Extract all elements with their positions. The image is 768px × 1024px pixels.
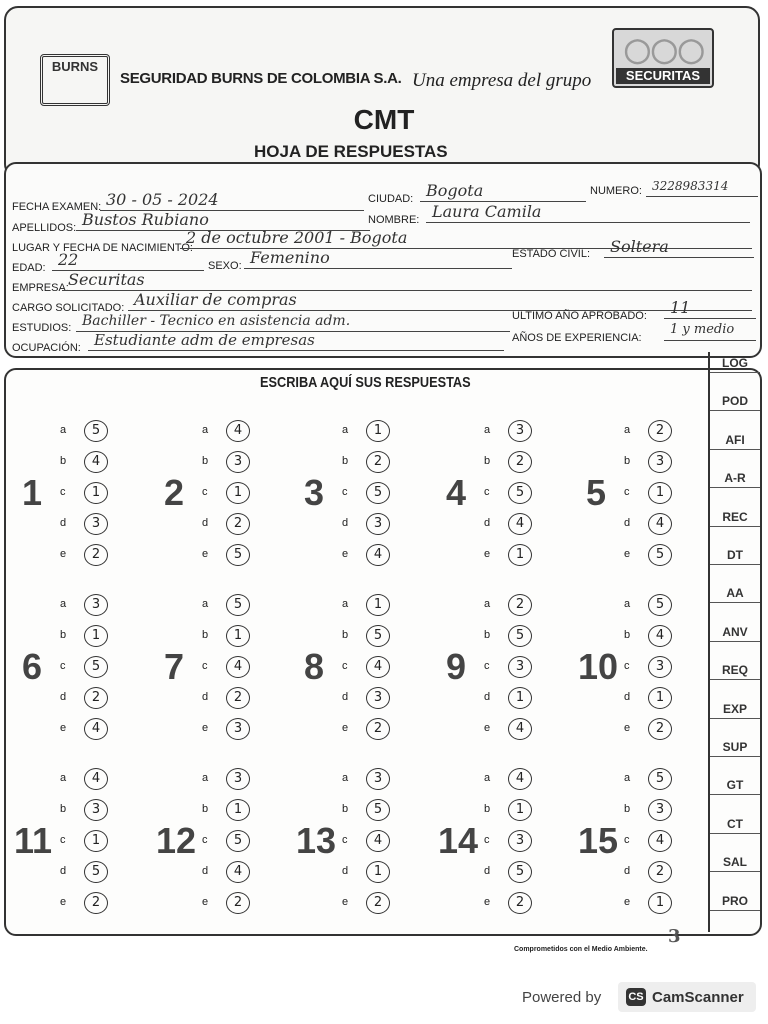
option-letter: b [484,803,491,815]
answer-circle[interactable]: 3 [366,687,390,709]
option-letter: c [342,660,348,672]
page-mark: 3 [668,926,681,947]
lugar-label: LUGAR Y FECHA DE NACIMIENTO: [12,242,193,254]
option-letter: b [202,455,209,467]
option-letter: b [624,455,631,467]
answer-circle[interactable]: 5 [84,656,108,678]
question-number: 6 [22,646,43,687]
environment-note: Comprometidos con el Medio Ambiente. [514,946,648,953]
answer-circle[interactable]: 5 [84,420,108,442]
option-letter: d [342,691,349,703]
option-letter: e [60,722,67,734]
answer-circle[interactable]: 4 [226,656,250,678]
answer-circle[interactable]: 2 [84,687,108,709]
answer-circle[interactable]: 5 [226,544,250,566]
option-letter: c [624,834,630,846]
answer-circle[interactable]: 2 [648,420,672,442]
answer-circle[interactable]: 5 [648,544,672,566]
edad-label: EDAD: [12,262,46,274]
question-number: 3 [304,472,325,513]
option-letter: a [60,424,67,436]
option-letter: d [484,865,491,877]
scoring-label: EXP [710,702,760,719]
edad-field[interactable]: 22 [52,252,204,271]
ocupacion-field[interactable]: Estudiante adm de empresas [88,332,504,351]
option-letter: c [202,486,208,498]
option-letter: b [624,803,631,815]
document-subtitle: HOJA DE RESPUESTAS [254,142,448,161]
camscanner-brand: CamScanner [652,989,744,1006]
scoring-label: GT [710,778,760,795]
option-letter: e [624,722,631,734]
option-letter: d [484,691,491,703]
question-number: 12 [156,820,197,861]
cargo-label: CARGO SOLICITADO: [12,302,125,314]
fecha-field[interactable]: 30 - 05 - 2024 [100,192,364,211]
option-letter: b [342,455,349,467]
option-letter: e [342,896,349,908]
answer-circle[interactable]: 5 [84,861,108,883]
answer-circle[interactable]: 2 [648,861,672,883]
answer-circle[interactable]: 3 [226,768,250,790]
answer-circle[interactable]: 2 [508,892,532,914]
answer-circle[interactable]: 5 [508,861,532,883]
option-letter: e [484,896,491,908]
answer-circle[interactable]: 4 [366,830,390,852]
answer-circle[interactable]: 4 [226,861,250,883]
option-letter: e [60,548,67,560]
option-letter: c [342,486,348,498]
scoring-label: AFI [710,433,760,450]
answer-circle[interactable]: 3 [508,420,532,442]
option-letter: a [624,772,631,784]
apellidos-label: APELLIDOS: [12,222,77,234]
answer-circle[interactable]: 1 [226,482,250,504]
sexo-field[interactable]: Femenino [244,250,512,269]
option-letter: a [60,772,67,784]
securitas-logo-text: SECURITAS [616,68,710,84]
option-letter: c [484,834,490,846]
fecha-label: FECHA EXAMEN: [12,201,102,213]
option-letter: e [624,548,631,560]
option-letter: d [202,865,209,877]
answer-circle[interactable]: 1 [508,687,532,709]
answer-circle[interactable]: 1 [648,687,672,709]
option-letter: b [342,629,349,641]
ciudad-field[interactable]: Bogota [420,183,586,202]
answer-circle[interactable]: 3 [508,656,532,678]
option-letter: b [60,455,67,467]
answer-circle[interactable]: 5 [508,482,532,504]
document-title: CMT [353,104,415,135]
option-letter: e [202,548,209,560]
numero-label: NUMERO: [590,185,642,197]
answer-circle[interactable]: 1 [648,892,672,914]
estudios-field[interactable]: Bachiller - Tecnico en asistencia adm. [76,313,510,332]
scoring-label: CT [710,817,760,834]
answer-circle[interactable]: 5 [648,768,672,790]
option-letter: c [624,660,630,672]
nombre-field[interactable]: Laura Camila [426,204,750,223]
question-number: 5 [586,472,607,513]
option-letter: a [342,598,349,610]
scoring-label: A-R [710,471,760,488]
answer-circle[interactable]: 3 [366,768,390,790]
option-letter: d [624,691,631,703]
option-letter: c [624,486,630,498]
option-letter: d [202,691,209,703]
option-letter: d [60,691,67,703]
option-letter: a [60,598,67,610]
question-number: 1 [22,472,43,513]
question-number: 4 [446,472,467,513]
answer-circle[interactable]: 4 [226,420,250,442]
question-number: 10 [578,646,619,687]
option-letter: e [484,548,491,560]
answer-circle[interactable]: 3 [648,451,672,473]
question-number: 13 [296,820,337,861]
answer-circle[interactable]: 4 [648,830,672,852]
question-number: 9 [446,646,467,687]
answer-circle[interactable]: 1 [648,482,672,504]
scoring-label: ANV [710,625,760,642]
answer-circle[interactable]: 1 [226,625,250,647]
scoring-label: SAL [710,855,760,872]
answer-circle[interactable]: 5 [366,799,390,821]
option-letter: c [60,660,66,672]
tagline: Una empresa del grupo [412,70,592,91]
option-letter: e [342,548,349,560]
answer-circle[interactable]: 2 [84,892,108,914]
answer-circle[interactable]: 3 [648,799,672,821]
answer-circle[interactable]: 2 [648,718,672,740]
question-number: 15 [578,820,619,861]
answers-title: ESCRIBA AQUÍ SUS RESPUESTAS [260,374,471,391]
answer-circle[interactable]: 3 [648,656,672,678]
answer-circle[interactable]: 1 [366,861,390,883]
option-letter: a [202,772,209,784]
option-letter: d [60,517,67,529]
answer-circle[interactable]: 2 [226,513,250,535]
answer-circle[interactable]: 4 [648,513,672,535]
option-letter: a [342,424,349,436]
answer-circle[interactable]: 1 [84,625,108,647]
estado-civil-field[interactable]: Soltera [604,239,754,258]
ultimo-ano-field[interactable]: 11 [664,300,756,319]
option-letter: c [202,834,208,846]
option-letter: c [60,486,66,498]
option-letter: a [484,424,491,436]
answer-circle[interactable]: 2 [366,892,390,914]
answer-circle[interactable]: 4 [508,768,532,790]
sexo-label: SEXO: [208,260,242,272]
question-number: 11 [14,820,53,861]
lugar-field[interactable]: 2 de octubre 2001 - Bogota [180,230,752,249]
answer-circle[interactable]: 1 [508,799,532,821]
option-letter: c [342,834,348,846]
answer-circle[interactable]: 2 [508,594,532,616]
question-number: 8 [304,646,325,687]
option-letter: e [202,722,209,734]
answer-circle[interactable]: 3 [84,594,108,616]
answer-circle[interactable]: 5 [508,625,532,647]
experiencia-field[interactable]: 1 y medio [664,322,756,341]
answer-circle[interactable]: 3 [366,513,390,535]
answer-circle[interactable]: 2 [366,718,390,740]
option-letter: c [484,486,490,498]
answer-circle[interactable]: 2 [226,892,250,914]
option-letter: d [624,865,631,877]
answer-circle[interactable]: 1 [366,420,390,442]
company-name: SEGURIDAD BURNS DE COLOMBIA S.A. [120,70,402,87]
answer-circle[interactable]: 2 [366,451,390,473]
burns-logo [40,54,110,106]
question-number: 7 [164,646,185,687]
experiencia-label: AÑOS DE EXPERIENCIA: [512,332,642,344]
powered-by-text: Powered by [522,989,602,1006]
burns-logo-text: BURNS [51,59,99,74]
numero-field[interactable]: 3228983314 [646,178,758,197]
camscanner-icon: CS [626,988,646,1006]
option-letter: b [60,803,67,815]
question-number: 2 [164,472,185,513]
answer-circle[interactable]: 3 [84,513,108,535]
answer-circle[interactable]: 4 [366,656,390,678]
ultimo-ano-label: ULTIMO AÑO APROBADO: [512,310,647,322]
answer-circle[interactable]: 1 [366,594,390,616]
option-letter: e [624,896,631,908]
option-letter: b [202,803,209,815]
cargo-field[interactable]: Auxiliar de compras [128,292,752,311]
option-letter: d [624,517,631,529]
option-letter: b [624,629,631,641]
answer-circle[interactable]: 4 [84,718,108,740]
scoring-label: SUP [710,740,760,757]
option-letter: c [202,660,208,672]
answer-circle[interactable]: 5 [366,625,390,647]
scoring-label: PRO [710,894,760,911]
answer-circle[interactable]: 4 [84,451,108,473]
answer-circle[interactable]: 4 [508,513,532,535]
option-letter: d [342,517,349,529]
option-letter: b [202,629,209,641]
empresa-label: EMPRESA: [12,282,69,294]
option-letter: b [342,803,349,815]
answer-circle[interactable]: 2 [84,544,108,566]
option-letter: a [624,598,631,610]
estudios-label: ESTUDIOS: [12,322,72,334]
option-letter: a [202,598,209,610]
option-letter: a [624,424,631,436]
ciudad-label: CIUDAD: [368,193,414,205]
option-letter: b [484,455,491,467]
option-letter: a [342,772,349,784]
answer-circle[interactable]: 2 [226,687,250,709]
scoring-label: REQ [710,663,760,680]
option-letter: c [484,660,490,672]
answer-circle[interactable]: 4 [648,625,672,647]
option-letter: a [484,772,491,784]
answer-circle[interactable]: 3 [508,830,532,852]
answer-circle[interactable]: 5 [366,482,390,504]
option-letter: e [342,722,349,734]
option-letter: e [202,896,209,908]
option-letter: d [484,517,491,529]
securitas-logo [612,28,714,88]
answer-circle[interactable]: 5 [226,830,250,852]
empresa-field[interactable]: Securitas [62,272,752,291]
answer-circle[interactable]: 5 [226,594,250,616]
answer-circle[interactable]: 1 [84,830,108,852]
answer-circle[interactable]: 3 [226,718,250,740]
answer-circle[interactable]: 1 [226,799,250,821]
scoring-label: LOG [710,356,760,373]
option-letter: d [60,865,67,877]
answer-circle[interactable]: 5 [648,594,672,616]
scoring-label: DT [710,548,760,565]
apellidos-field[interactable]: Bustos Rubiano [76,212,370,231]
option-letter: a [484,598,491,610]
answer-circle[interactable]: 2 [508,451,532,473]
answer-circle[interactable]: 1 [84,482,108,504]
answer-circle[interactable]: 4 [84,768,108,790]
question-number: 14 [438,820,479,861]
scoring-label: AA [710,586,760,603]
scoring-label: POD [710,394,760,411]
ocupacion-label: OCUPACIÓN: [12,342,81,354]
option-letter: a [202,424,209,436]
answer-circle[interactable]: 3 [226,451,250,473]
estado-civil-label: ESTADO CIVIL: [512,248,591,260]
answer-circle[interactable]: 4 [508,718,532,740]
answer-circle[interactable]: 3 [84,799,108,821]
answer-circle[interactable]: 4 [366,544,390,566]
option-letter: d [342,865,349,877]
answer-circle[interactable]: 1 [508,544,532,566]
nombre-label: NOMBRE: [368,214,420,226]
securitas-rings-icon: ◯◯◯ [624,37,705,64]
scoring-label: REC [710,510,760,527]
option-letter: e [484,722,491,734]
option-letter: b [484,629,491,641]
option-letter: c [60,834,66,846]
option-letter: e [60,896,67,908]
option-letter: d [202,517,209,529]
option-letter: b [60,629,67,641]
